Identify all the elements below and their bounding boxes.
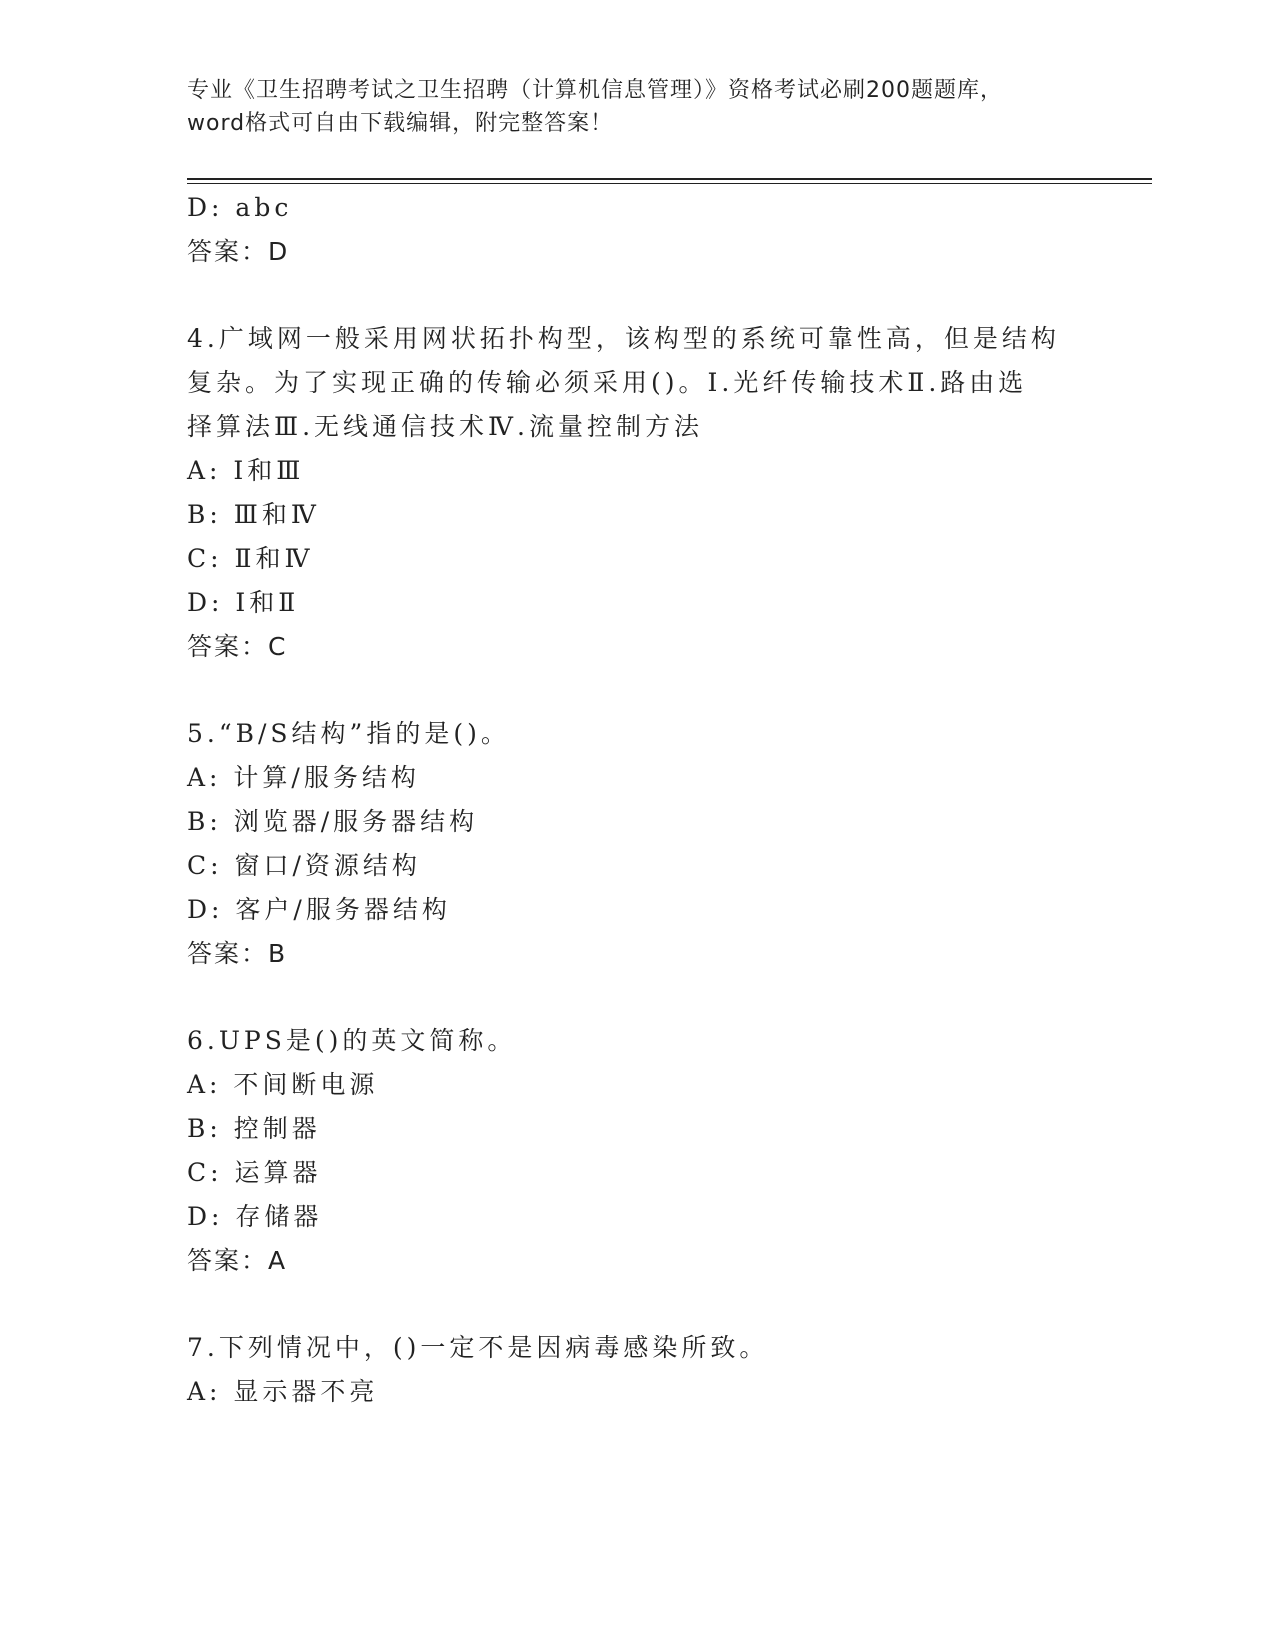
question-5-option-c: C: 窗口/资源结构 [187,851,421,880]
question-4-option-a: A: Ⅰ和Ⅲ [187,456,305,485]
question-6-option-d: D: 存储器 [187,1202,323,1231]
question-4-option-c: C: Ⅱ和Ⅳ [187,544,314,573]
prev-question-option-d: D: abc [187,193,293,222]
question-4-answer: 答案：C [187,632,288,661]
question-6-option-c: C: 运算器 [187,1158,322,1187]
question-7-stem: 7.下列情况中，()一定不是因病毒感染所致。 [187,1333,769,1362]
header-title-line-1: 专业《卫生招聘考试之卫生招聘（计算机信息管理）》资格考试必刷200题题库， [187,78,1003,103]
header-title-line-2: word格式可自由下载编辑，附完整答案！ [187,111,614,136]
question-6-option-a: A: 不间断电源 [187,1070,379,1099]
header-divider-thin [187,183,1152,184]
question-5-answer: 答案：B [187,939,288,968]
question-5-stem: 5.“B/S结构”指的是()。 [187,719,510,748]
question-5-option-b: B: 浏览器/服务器结构 [187,807,479,836]
question-4-stem-line-2: 复杂。为了实现正确的传输必须采用()。Ⅰ.光纤传输技术Ⅱ.路由选 [187,368,1028,397]
question-7-option-a: A: 显示器不亮 [187,1377,379,1406]
question-4-option-d: D: Ⅰ和Ⅱ [187,588,300,617]
prev-question-answer: 答案：D [187,237,290,266]
header-divider-thick [187,178,1152,180]
question-5-option-a: A: 计算/服务结构 [187,763,420,792]
question-4-option-b: B: Ⅲ和Ⅳ [187,500,320,529]
question-4-stem-line-1: 4.广域网一般采用网状拓扑构型，该构型的系统可靠性高，但是结构 [187,324,1060,353]
question-5-option-d: D: 客户/服务器结构 [187,895,451,924]
question-4-stem-line-3: 择算法Ⅲ.无线通信技术Ⅳ.流量控制方法 [187,412,703,441]
question-6-stem: 6.UPS是()的英文简称。 [187,1026,517,1055]
question-6-option-b: B: 控制器 [187,1114,321,1143]
document-header [187,74,1107,140]
question-6-answer: 答案：A [187,1246,288,1275]
